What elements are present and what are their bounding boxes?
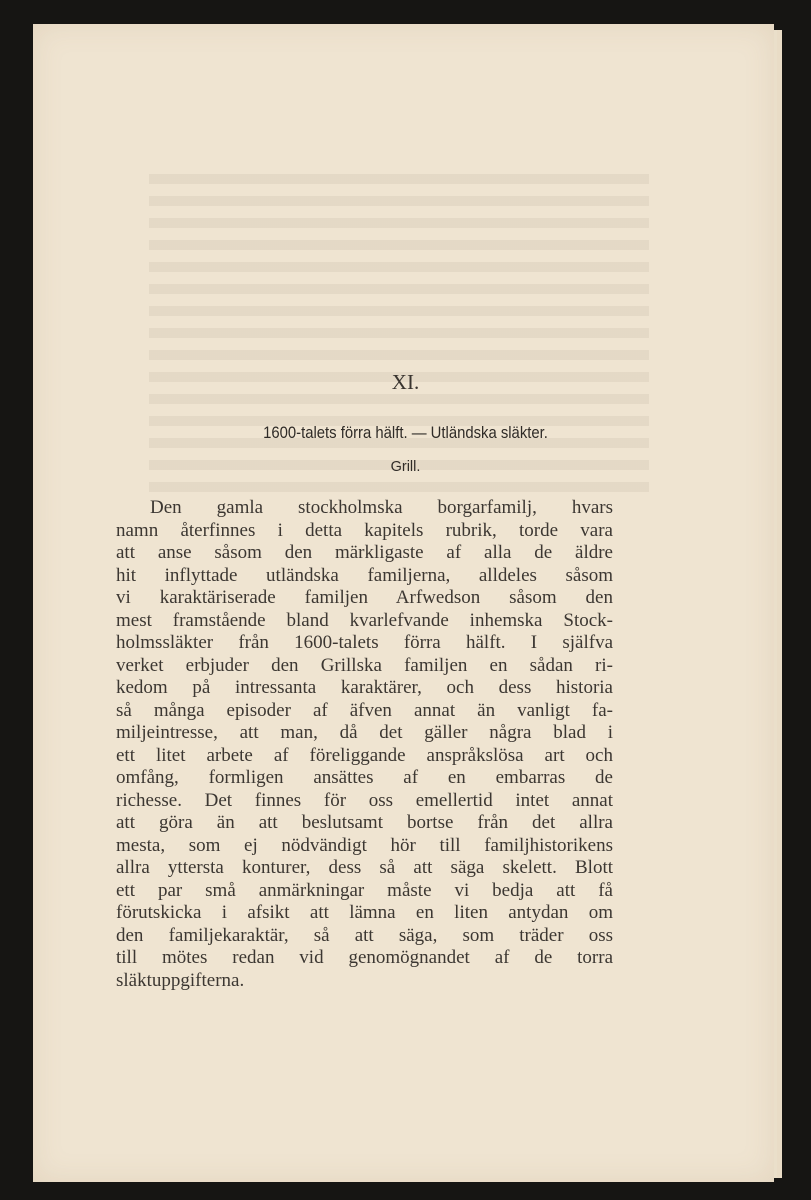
text-line: den familjekaraktär, så att säga, som träder oss (116, 924, 613, 946)
section-title: Grill. (390, 459, 421, 475)
text-line: omfång, formligen ansättes af en embarras de (116, 767, 613, 788)
text-line: att göra än att beslutsamt bortse från det allra (116, 812, 613, 833)
text-line: namn återfinnes i detta kapitels rubrik, torde vara (116, 519, 613, 541)
text-line: richesse. Det finnes för oss emellertid intet annat (116, 789, 613, 811)
text-line: vi karaktäriserade familjen Arfwedson såsom den (116, 587, 613, 608)
text-line: verket erbjuder den Grillska familjen en sådan ri- (116, 654, 613, 676)
text-line: allra yttersta konturer, dess så att säga skelett. Blott (116, 857, 613, 878)
text-line: förutskicka i afsikt att lämna en liten antydan om (116, 902, 613, 923)
chapter-number: XI. (391, 370, 420, 394)
text-line: Den gamla stockholmska borgarfamilj, hvars (150, 497, 613, 518)
text-line: hit inflyttade utländska familjerna, alldeles såsom (116, 564, 613, 586)
chapter-title: 1600-talets förra hälft. — Utländska släkter. (263, 424, 548, 442)
text-line: till mötes redan vid genomögnandet af de torra (116, 947, 613, 968)
body-paragraph (116, 497, 613, 992)
text-line: miljeintresse, att man, då det gäller några blad i (116, 722, 613, 743)
text-line: ett litet arbete af föreliggande anspråkslösa art och (116, 744, 613, 766)
show-through-text (149, 174, 649, 504)
text-line: mesta, som ej nödvändigt hör till familjhistorikens (116, 834, 613, 856)
text-line: kedom på intressanta karaktärer, och dess historia (116, 677, 613, 698)
text-line: mest framstående bland kvarlefvande inhemska Stock- (116, 609, 613, 631)
text-line: att anse såsom den märkligaste af alla de äldre (116, 542, 613, 563)
text-line: så många episoder af äfven annat än vanligt fa- (116, 699, 613, 721)
text-line: holmssläkter från 1600-talets förra hälft. I själfva (116, 632, 613, 653)
text-line: ett par små anmärkningar måste vi bedja att få (116, 879, 613, 901)
text-line: släktuppgifterna. (116, 969, 245, 991)
